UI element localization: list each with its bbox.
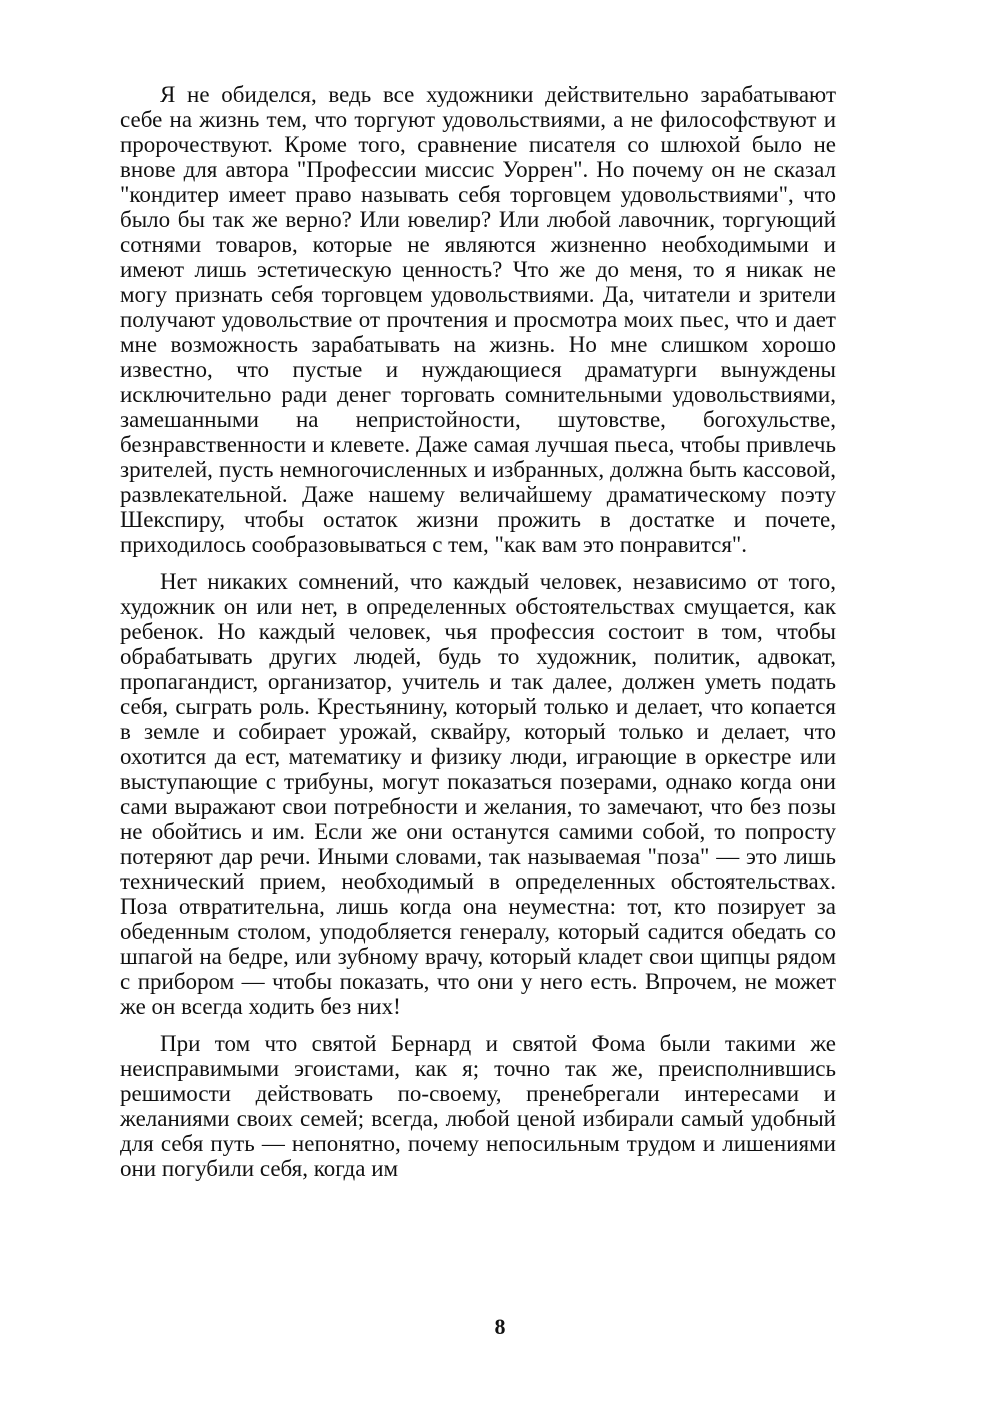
page-number: 8 (494, 1314, 506, 1339)
paragraph-1: Я не обиделся, ведь все художники действительно зарабатывают себе на жизнь тем, что торгуют удовольствиями, а не философствуют и пророчествуют. Кроме того, сравнение писателя со шлюхой было не внове для автора "Профессии миссис Уоррен". Но почему он не сказал "кондитер имеет право называть себя торговцем удовольствиями", что было бы так же верно? Или ювелир? Или любой лавочник, торгующий сотнями товаров, которые не являются жизненно необходимыми и имеют лишь эстетическую ценность? Что же до меня, то я никак не могу признать себя торговцем удовольствиями. Да, читатели и зрители получают удовольствие от прочтения и просмотра моих пьес, что и дает мне возможность зарабатывать на жизнь. Но мне слишком хорошо известно, что пустые и нуждающиеся драматурги вынуждены исключительно ради денег торговать сомнительными удовольствиями, замешанными на непристойности, шутовстве, богохульстве, безнравственности и клевете. Даже самая лучшая пьеса, чтобы привлечь зрителей, пусть немногочисленных и избранных, должна быть кассовой, развлекательной. Даже нашему величайшему драматическому поэту Шекспиру, чтобы остаток жизни прожить в достатке и почете, приходилось сообразовываться с тем, "как вам это понравится". (120, 82, 836, 557)
paragraph-3: При том что святой Бернард и святой Фома были такими же неисправимыми эгоистами, как я; точно так же, преисполнившись решимости действовать по-своему, пренебрегали интересами и желаниями своих семей; всегда, любой ценой избирали самый удобный для себя путь — непонятно, почему непосильным трудом и лишениями они погубили себя, когда им (120, 1031, 836, 1181)
body-text (120, 82, 836, 1181)
paragraph-2: Нет никаких сомнений, что каждый человек, независимо от того, художник он или нет, в определенных обстоятельствах смущается, как ребенок. Но каждый человек, чья профессия состоит в том, чтобы обрабатывать других людей, будь то художник, политик, адвокат, пропагандист, организатор, учитель и так далее, должен уметь подать себя, сыграть роль. Крестьянину, который только и делает, что копается в земле и собирает урожай, сквайру, который только и делает, что охотится да ест, математику и физику люди, играющие в оркестре или выступающие с трибуны, могут показаться позерами, однако когда они сами выражают свои потребности и желания, то замечают, что без позы не обойтись и им. Если же они останутся самими собой, то попросту потеряют дар речи. Иными словами, так называемая "поза" — это лишь технический прием, необходимый в определенных обстоятельствах. Поза отвратительна, лишь когда она неуместна: тот, кто позирует за обеденным столом, уподобляется генералу, который садится обедать со шпагой на бедре, или зубному врачу, который кладет свои щипцы рядом с прибором — чтобы показать, что они у него есть. Впрочем, не может же он всегда ходить без них! (120, 569, 836, 1019)
